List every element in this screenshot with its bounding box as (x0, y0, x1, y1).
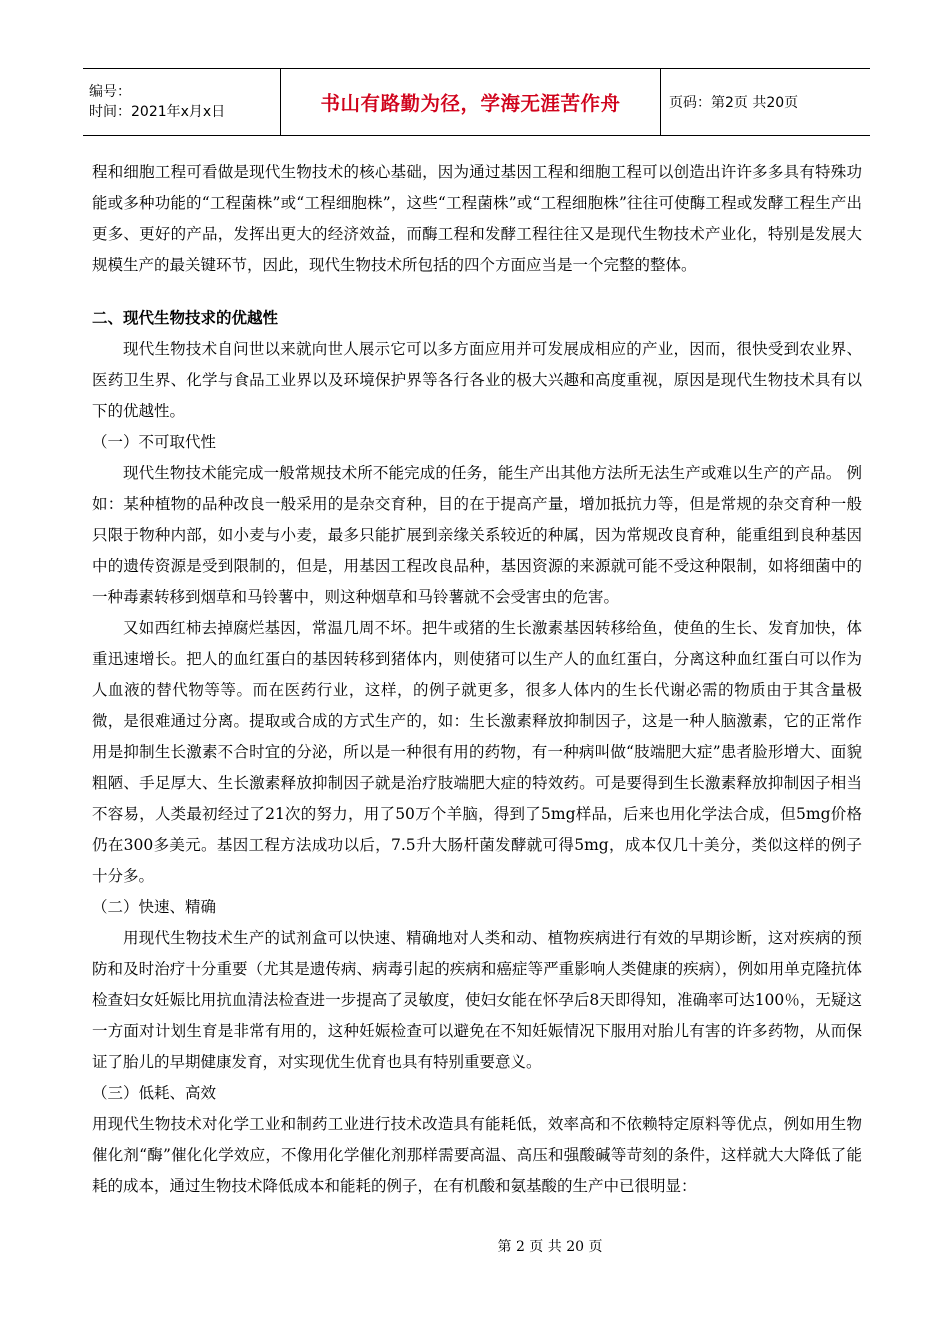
header-motto: 书山有路勤为径，学海无涯苦作舟 (320, 92, 621, 115)
document-number-label: 编号： (89, 84, 131, 100)
subsection-heading: （二）快速、精确 (92, 898, 217, 916)
section-heading: 二、现代生物技求的优越性 (92, 309, 279, 327)
subsection-heading: （三）低耗、高效 (92, 1084, 217, 1102)
page-footer (0, 1236, 950, 1256)
body-paragraph: 现代生物技术能完成一般常规技术所不能完成的任务，能生产出其他方法所无法生产或难以生产的产品。 例如：某种植物的品种改良一般采用的是杂交育种，目的在于提高产量，增加抵抗力等，但是常规的杂交育种一般只限于物种内部，如小麦与小麦，最多只能扩展到亲缘关系较近的种属，因为常规改良育种，能重组到良种基因中的遗传资源是受到限制的，但是，用基因工程改良品种，基因资源的来源就可能不受这种限制，如将细菌中的一种毒素转移到烟草和马铃薯中，则这种烟草和马铃薯就不会受害虫的危害。 (92, 464, 862, 606)
body-paragraph: 又如西红柿去掉腐烂基因，常温几周不坏。把牛或猪的生长激素基因转移给鱼，使鱼的生长、发育加快，体重迅速增长。把人的血红蛋白的基因转移到猪体内，则使猪可以生产人的血红蛋白，分离这种血红蛋白可以作为人血液的替代物等等。而在医药行业，这样，的例子就更多，很多人体内的生长代谢必需的物质由于其含量极微，是很难通过分离。提取或合成的方式生产的，如：生长激素释放抑制因子，这是一种人脑激素，它的正常作用是抑制生长激素不合时宜的分泌，所以是一种很有用的药物，有一种病叫做“肢端肥大症”患者脸形增大、面貌粗陋、手足厚大、生长激素释放抑制因子就是治疗肢端肥大症的特效药。可是要得到生长激素释放抑制因子相当不容易，人类最初经过了21次的努力，用了50万个羊脑，得到了5mg样品，后来也用化学法合成，但5mg价格仍在300多美元。基因工程方法成功以后，7.5升大肠杆菌发酵就可得5mg，成本仅几十美分，类似这样的例子十分多。 (92, 619, 862, 885)
body-paragraph: 程和细胞工程可看做是现代生物技术的核心基础，因为通过基因工程和细胞工程可以创造出许许多多具有特殊功能或多种功能的“工程菌株”或“工程细胞株”，这些“工程菌株”或“工程细胞株”往往可使酶工程或发酵工程生产出更多、更好的产品，发挥出更大的经济效益，而酶工程和发酵工程往往又是现代生物技术产业化，特别是发展大规模生产的最关键环节，因此，现代生物技术所包括的四个方面应当是一个完整的整体。 (92, 163, 862, 274)
body-paragraph: 用现代生物技术对化学工业和制药工业进行技术改造具有能耗低，效率高和不依赖特定原料等优点，例如用生物催化剂“酶”催化化学效应，不像用化学催化剂那样需要高温、高压和强酸碱等苛刻的条件，这样就大大降低了能耗的成本，通过生物技术降低成本和能耗的例子，在有机酸和氨基酸的生产中已很明显： (92, 1115, 862, 1195)
header-page-info-cell (661, 69, 870, 135)
header-meta (83, 69, 281, 135)
header-motto-cell (281, 69, 661, 135)
body-paragraph: 用现代生物技术生产的试剂盒可以快速、精确地对人类和动、植物疾病进行有效的早期诊断，这对疾病的预防和及时治疗十分重要（尤其是遗传病、病毒引起的疾病和癌症等严重影响人类健康的疾病），例如用单克隆抗体检查妇女妊娠比用抗血清法检查进一步提高了灵敏度，使妇女能在怀孕后8天即得知，准确率可达100％，无疑这一方面对计划生育是非常有用的，这种妊娠检查可以避免在不知妊娠情况下服用对胎儿有害的许多药物，从而保证了胎儿的早期健康发育，对实现优生优育也具有特别重要意义。 (92, 929, 862, 1071)
document-body (92, 157, 862, 1202)
document-time-label: 时间：2021年x月x日 (89, 104, 226, 120)
header-page-info: 页码：第2页 共20页 (669, 95, 799, 111)
footer-page-number: 第 2 页 共 20 页 (497, 1239, 603, 1255)
page-header (83, 68, 870, 136)
subsection-heading: （一）不可取代性 (92, 433, 217, 451)
body-paragraph: 现代生物技术自问世以来就向世人展示它可以多方面应用并可发展成相应的产业，因而，很快受到农业界、医药卫生界、化学与食品工业界以及环境保护界等各行各业的极大兴趣和高度重视，原因是现代生物技术具有以下的优越性。 (92, 340, 862, 420)
